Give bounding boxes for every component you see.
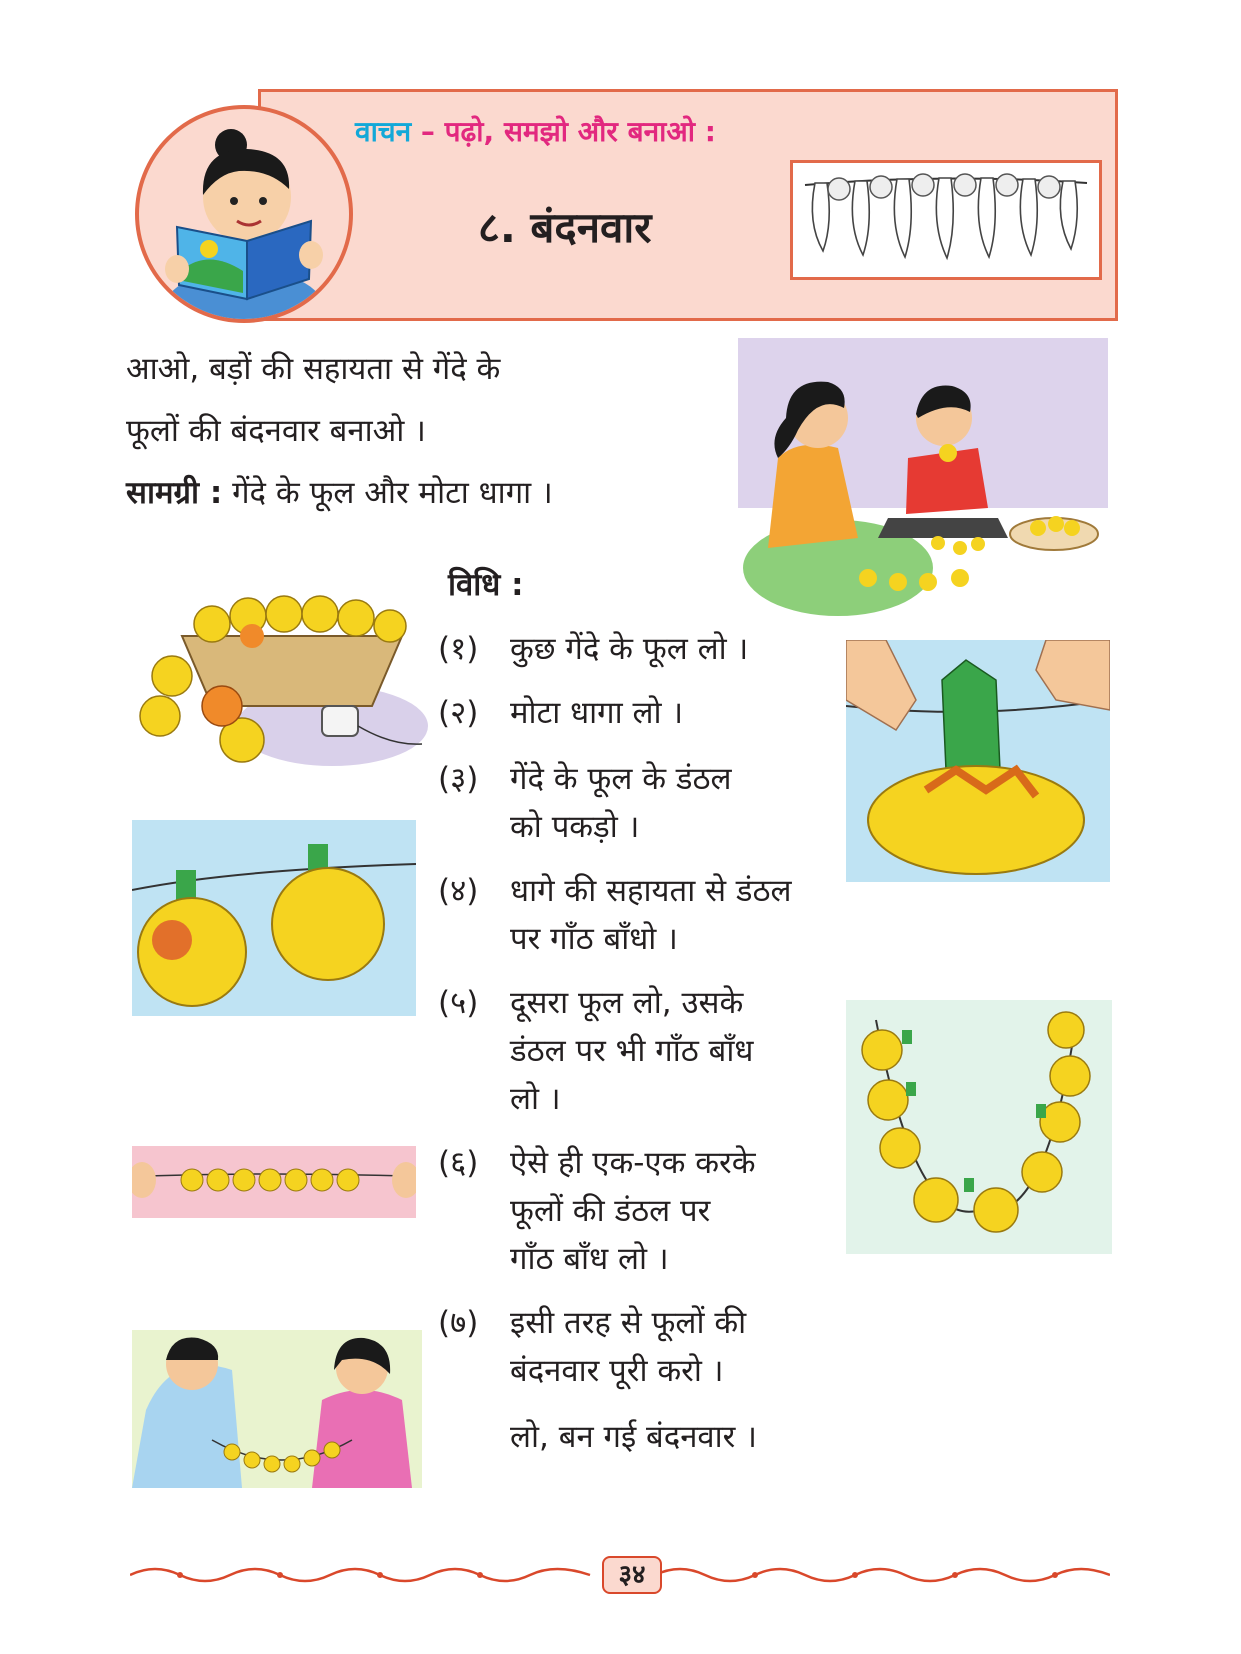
step-5-line-2: डंठल पर भी गाँठ बाँध <box>510 1033 754 1069</box>
step-number: (२) <box>438 695 479 731</box>
step-7-line-2: बंदनवार पूरी करो । <box>510 1353 724 1389</box>
step-text: ऐसे ही एक-एक करके <box>510 1145 756 1181</box>
step-number: (१) <box>438 631 479 667</box>
flower-basket-and-thread-icon <box>132 576 428 772</box>
toran-sketch-icon <box>790 160 1102 280</box>
tag-instructions: – पढ़ो, समझो और बनाओ : <box>420 115 716 148</box>
step-5-line-3: लो । <box>510 1081 561 1117</box>
step-4 <box>438 874 792 908</box>
step-text: धागे की सहायता से डंठल <box>510 873 792 909</box>
step-3-line-2: को पकड़ो । <box>510 809 640 845</box>
two-tied-flowers-icon <box>132 820 416 1016</box>
step-2 <box>438 696 683 730</box>
materials-line <box>126 476 553 510</box>
step-6-line-2: फूलों की डंठल पर <box>510 1193 711 1229</box>
intro-line-1: आओ, बड़ों की सहायता से गेंदे के <box>126 351 501 387</box>
tag-reading: वाचन <box>355 115 412 148</box>
step-text: कुछ गेंदे के फूल लो । <box>510 631 749 667</box>
materials-text: गेंदे के फूल और मोटा धागा । <box>232 475 553 511</box>
mother-and-boy-stringing-flowers-icon <box>738 338 1108 620</box>
tying-flower-stem-icon <box>846 640 1110 882</box>
step-number: (६) <box>438 1145 479 1181</box>
hands-holding-garland-icon <box>132 1146 416 1218</box>
step-number: (४) <box>438 873 479 909</box>
step-1 <box>438 632 748 666</box>
method-heading: विधि : <box>448 567 524 603</box>
materials-label: सामग्री : <box>126 475 223 511</box>
step-number: (५) <box>438 985 479 1021</box>
step-3 <box>438 762 731 796</box>
step-5 <box>438 986 743 1020</box>
step-text: गेंदे के फूल के डंठल <box>510 761 732 797</box>
hanging-garland-icon <box>846 1000 1112 1254</box>
step-4-line-2: पर गाँठ बाँधो । <box>510 921 678 957</box>
step-text: दूसरा फूल लो, उसके <box>510 985 744 1021</box>
page-number: ३४ <box>602 1556 662 1594</box>
lesson-title: ८. बंदनवार <box>478 203 652 252</box>
step-6 <box>438 1146 756 1180</box>
girl-reading-book-icon <box>135 105 353 323</box>
closing-line: लो, बन गई बंदनवार । <box>510 1419 757 1455</box>
step-number: (७) <box>438 1305 479 1341</box>
step-6-line-3: गाँठ बाँध लो । <box>510 1241 669 1277</box>
intro-line-2: फूलों की बंदनवार बनाओ । <box>126 413 426 449</box>
step-number: (३) <box>438 761 479 797</box>
step-7 <box>438 1306 746 1340</box>
children-holding-garland-icon <box>132 1330 422 1488</box>
step-text: इसी तरह से फूलों की <box>510 1305 747 1341</box>
step-text: मोटा धागा लो । <box>510 695 684 731</box>
section-tag <box>355 112 716 150</box>
